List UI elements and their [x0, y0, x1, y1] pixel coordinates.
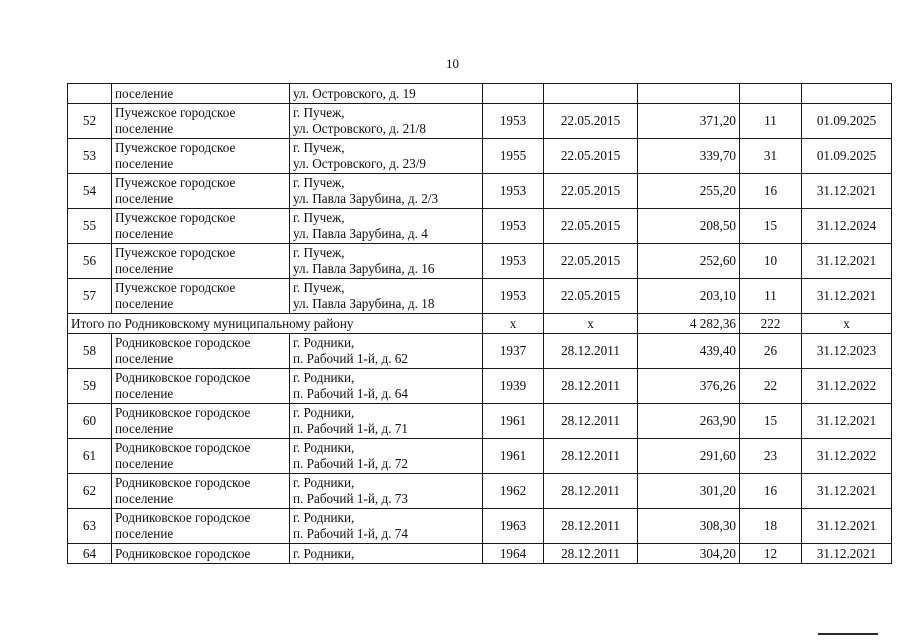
cell-area: 208,50 — [638, 209, 740, 244]
cell-year: 1961 — [483, 404, 544, 439]
cell-settlement-line: Пучежское городское — [115, 245, 236, 260]
cell-term: 01.09.2025 — [802, 139, 892, 174]
cell-year: 1953 — [483, 279, 544, 314]
cell-term: 31.12.2024 — [802, 209, 892, 244]
cell-area: 203,10 — [638, 279, 740, 314]
cell-date: 28.12.2011 — [544, 404, 638, 439]
total-area: 4 282,36 — [638, 314, 740, 334]
cell-address — [290, 139, 483, 174]
cell-settlement — [112, 104, 290, 139]
cell-settlement-line: Родниковское городское — [115, 475, 251, 490]
cell-date: 22.05.2015 — [544, 139, 638, 174]
cell-address — [290, 104, 483, 139]
cell-date: 28.12.2011 — [544, 369, 638, 404]
cell-address-line: ул. Павла Зарубина, д. 18 — [293, 296, 435, 311]
cell-term: 31.12.2021 — [802, 474, 892, 509]
table-row — [68, 209, 892, 244]
cell-area: 301,20 — [638, 474, 740, 509]
cell-address-line: г. Родники, — [293, 335, 355, 350]
cell-address — [290, 404, 483, 439]
cell-num: 55 — [68, 209, 112, 244]
cell-address-line: п. Рабочий 1-й, д. 62 — [293, 351, 408, 366]
cell-num: 60 — [68, 404, 112, 439]
cell-settlement-line: Родниковское городское — [115, 370, 251, 385]
cell-date: 28.12.2011 — [544, 474, 638, 509]
total-count: 222 — [740, 314, 802, 334]
cell-year: 1953 — [483, 104, 544, 139]
table-row — [68, 139, 892, 174]
cell-year: 1953 — [483, 174, 544, 209]
table-row — [68, 439, 892, 474]
cell-address-line: г. Родники, — [293, 475, 355, 490]
cell-year: 1937 — [483, 334, 544, 369]
cell-term: 31.12.2022 — [802, 439, 892, 474]
cell-count: 11 — [740, 279, 802, 314]
cell-address-line: г. Пучеж, — [293, 105, 345, 120]
cell-year: 1939 — [483, 369, 544, 404]
cell-settlement-line: Пучежское городское — [115, 280, 236, 295]
cell-area — [638, 84, 740, 104]
cell-count: 22 — [740, 369, 802, 404]
table-row-partial — [68, 544, 892, 564]
table-row — [68, 509, 892, 544]
table-row — [68, 104, 892, 139]
table-row-continued — [68, 84, 892, 104]
cell-year — [483, 84, 544, 104]
cell-term: 31.12.2021 — [802, 174, 892, 209]
cell-num — [68, 84, 112, 104]
cell-address-line: г. Пучеж, — [293, 280, 345, 295]
cell-year: 1953 — [483, 244, 544, 279]
cell-address — [290, 439, 483, 474]
cell-address: ул. Островского, д. 19 — [290, 84, 483, 104]
cell-year: 1955 — [483, 139, 544, 174]
cell-area: 252,60 — [638, 244, 740, 279]
cell-term: 31.12.2021 — [802, 544, 892, 564]
cell-area: 291,60 — [638, 439, 740, 474]
cell-address-line: ул. Павла Зарубина, д. 16 — [293, 261, 435, 276]
cell-settlement-line: поселение — [115, 226, 174, 241]
total-label: Итого по Родниковскому муниципальному району — [68, 314, 483, 334]
cell-settlement-line: Родниковское городское — [115, 405, 251, 420]
cell-date: 28.12.2011 — [544, 439, 638, 474]
cell-address — [290, 244, 483, 279]
cell-settlement-line: Родниковское городское — [115, 440, 251, 455]
cell-area: 339,70 — [638, 139, 740, 174]
cell-term: 31.12.2022 — [802, 369, 892, 404]
cell-address-line: ул. Островского, д. 21/8 — [293, 121, 427, 136]
cell-settlement-line: Родниковское городское — [115, 335, 251, 350]
cell-settlement — [112, 369, 290, 404]
cell-address-line: п. Рабочий 1-й, д. 71 — [293, 421, 408, 436]
cell-settlement — [112, 139, 290, 174]
cell-area: 439,40 — [638, 334, 740, 369]
cell-address — [290, 334, 483, 369]
cell-settlement — [112, 279, 290, 314]
cell-address-line: ул. Павла Зарубина, д. 4 — [293, 226, 428, 241]
cell-address — [290, 509, 483, 544]
cell-settlement-line: поселение — [115, 191, 174, 206]
cell-settlement-line: поселение — [115, 491, 174, 506]
cell-settlement-line: Пучежское городское — [115, 210, 236, 225]
table-row — [68, 369, 892, 404]
cell-address — [290, 174, 483, 209]
cell-count: 15 — [740, 209, 802, 244]
cell-settlement — [112, 474, 290, 509]
cell-area: 263,90 — [638, 404, 740, 439]
cell-count: 26 — [740, 334, 802, 369]
table-row — [68, 174, 892, 209]
cell-settlement — [112, 334, 290, 369]
cell-year: 1964 — [483, 544, 544, 564]
cell-count — [740, 84, 802, 104]
cell-address — [290, 369, 483, 404]
cell-address-line: г. Родники, — [293, 510, 355, 525]
cell-num: 56 — [68, 244, 112, 279]
cell-date: 22.05.2015 — [544, 174, 638, 209]
cell-settlement-line: поселение — [115, 421, 174, 436]
cell-address-line: п. Рабочий 1-й, д. 64 — [293, 386, 408, 401]
cell-address-line: ул. Павла Зарубина, д. 2/3 — [293, 191, 439, 206]
cell-address — [290, 474, 483, 509]
cell-num: 64 — [68, 544, 112, 564]
table-row — [68, 474, 892, 509]
cell-area: 255,20 — [638, 174, 740, 209]
cell-address-line: г. Пучеж, — [293, 210, 345, 225]
cell-settlement-line: поселение — [115, 296, 174, 311]
cell-count: 23 — [740, 439, 802, 474]
cell-year: 1962 — [483, 474, 544, 509]
cell-address — [290, 279, 483, 314]
cell-count: 16 — [740, 474, 802, 509]
cell-year: 1963 — [483, 509, 544, 544]
cell-date: 28.12.2011 — [544, 334, 638, 369]
total-term: х — [802, 314, 892, 334]
total-year: х — [483, 314, 544, 334]
housing-registry-table — [67, 83, 892, 564]
cell-term: 31.12.2021 — [802, 279, 892, 314]
cell-term: 31.12.2021 — [802, 244, 892, 279]
cell-year: 1961 — [483, 439, 544, 474]
cell-settlement — [112, 404, 290, 439]
cell-settlement-line: поселение — [115, 156, 174, 171]
cell-settlement — [112, 244, 290, 279]
cell-settlement-line: поселение — [115, 261, 174, 276]
cell-settlement-line: поселение — [115, 526, 174, 541]
table-row — [68, 334, 892, 369]
cell-area: 304,20 — [638, 544, 740, 564]
cell-settlement-line: поселение — [115, 121, 174, 136]
cell-address-line: г. Пучеж, — [293, 140, 345, 155]
cell-count: 18 — [740, 509, 802, 544]
cell-area: 308,30 — [638, 509, 740, 544]
cell-date: 22.05.2015 — [544, 209, 638, 244]
cell-count: 31 — [740, 139, 802, 174]
cell-term: 31.12.2021 — [802, 404, 892, 439]
page-number: 10 — [446, 56, 459, 71]
cell-count: 15 — [740, 404, 802, 439]
cell-settlement-line: Пучежское городское — [115, 105, 236, 120]
cell-address-line: г. Пучеж, — [293, 245, 345, 260]
cell-settlement — [112, 439, 290, 474]
cell-address-line: г. Родники, — [293, 440, 355, 455]
cell-settlement — [112, 174, 290, 209]
cell-count: 12 — [740, 544, 802, 564]
cell-address-line: г. Родники, — [293, 370, 355, 385]
cell-num: 57 — [68, 279, 112, 314]
cell-term — [802, 84, 892, 104]
cell-address-line: п. Рабочий 1-й, д. 72 — [293, 456, 408, 471]
cell-settlement — [112, 509, 290, 544]
cell-area: 371,20 — [638, 104, 740, 139]
total-row — [68, 314, 892, 334]
cell-area: 376,26 — [638, 369, 740, 404]
cell-address-line: г. Родники, — [293, 405, 355, 420]
cell-address-line: г. Пучеж, — [293, 175, 345, 190]
cell-date — [544, 84, 638, 104]
cell-settlement — [112, 209, 290, 244]
cell-date: 28.12.2011 — [544, 509, 638, 544]
cell-num: 52 — [68, 104, 112, 139]
cell-num: 63 — [68, 509, 112, 544]
cell-date: 22.05.2015 — [544, 244, 638, 279]
total-date: х — [544, 314, 638, 334]
cell-num: 58 — [68, 334, 112, 369]
cell-term: 31.12.2023 — [802, 334, 892, 369]
cell-count: 10 — [740, 244, 802, 279]
cell-date: 28.12.2011 — [544, 544, 638, 564]
cell-date: 22.05.2015 — [544, 104, 638, 139]
cell-num: 59 — [68, 369, 112, 404]
table-row — [68, 279, 892, 314]
cell-num: 61 — [68, 439, 112, 474]
table-row — [68, 244, 892, 279]
cell-count: 16 — [740, 174, 802, 209]
cell-count: 11 — [740, 104, 802, 139]
cell-year: 1953 — [483, 209, 544, 244]
cell-address-line: п. Рабочий 1-й, д. 74 — [293, 526, 408, 541]
cell-settlement-line: поселение — [115, 386, 174, 401]
cell-settlement: поселение — [112, 84, 290, 104]
cell-term: 01.09.2025 — [802, 104, 892, 139]
cell-address — [290, 209, 483, 244]
cell-settlement-line: Родниковское городское — [115, 510, 251, 525]
cell-num: 62 — [68, 474, 112, 509]
cell-address: г. Родники, — [290, 544, 483, 564]
cell-address-line: п. Рабочий 1-й, д. 73 — [293, 491, 408, 506]
cell-term: 31.12.2021 — [802, 509, 892, 544]
cell-settlement-line: поселение — [115, 456, 174, 471]
cell-settlement-line: Пучежское городское — [115, 175, 236, 190]
cell-num: 54 — [68, 174, 112, 209]
cell-settlement-line: Пучежское городское — [115, 140, 236, 155]
cell-address-line: ул. Островского, д. 23/9 — [293, 156, 427, 171]
table-row — [68, 404, 892, 439]
cell-date: 22.05.2015 — [544, 279, 638, 314]
table-body — [68, 84, 892, 564]
cell-num: 53 — [68, 139, 112, 174]
scan-edge-mark — [818, 633, 878, 635]
cell-settlement-line: поселение — [115, 351, 174, 366]
cell-settlement: Родниковское городское — [112, 544, 290, 564]
